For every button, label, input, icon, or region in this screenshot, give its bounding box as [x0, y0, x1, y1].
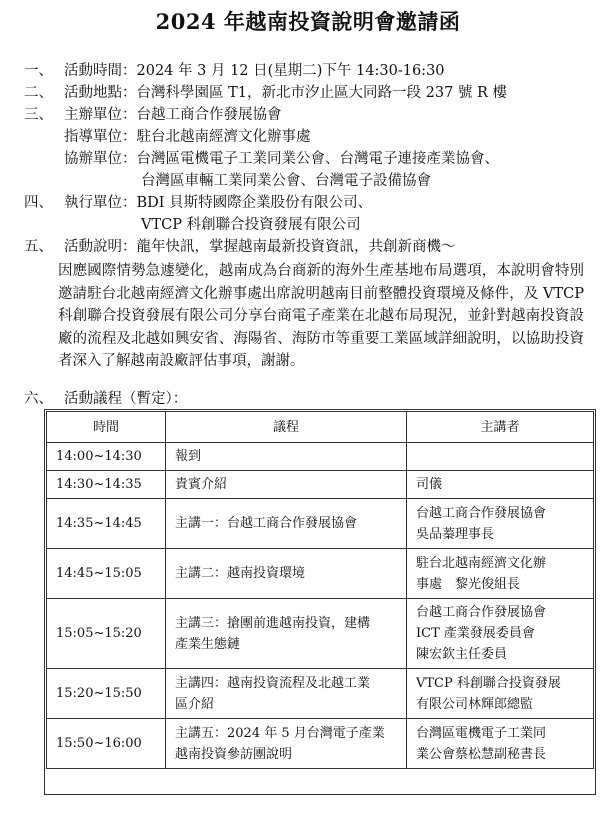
cell-speaker: VTCP 科創聯合投資發展 有限公司林輝郎總監	[407, 669, 594, 719]
item-value: 龍年快訊，掌握越南最新投資資訊，共創新商機～	[136, 239, 456, 255]
cell-time: 14:35~14:45	[47, 499, 166, 549]
cell-speaker: 台越工商合作發展協會 吳品蓁理事長	[407, 499, 594, 549]
table-row	[47, 599, 594, 669]
item-value: 台越工商合作發展協會	[136, 107, 282, 123]
item-value: 2024 年 3 月 12 日(星期二)下午 14:30-16:30	[136, 63, 445, 79]
item-label: 活動說明：	[64, 239, 137, 255]
item-label: 指導單位：	[64, 129, 137, 145]
cell-speaker	[407, 443, 594, 471]
cell-time: 14:45~15:05	[47, 549, 166, 599]
page-title: 2024 年越南投資說明會邀請函	[155, 9, 461, 34]
cell-time: 15:50~16:00	[47, 719, 166, 769]
cell-topic: 主講五：2024 年 5 月台灣電子產業 越南投資參訪團說明	[166, 719, 407, 769]
header-topic: 議程	[166, 412, 407, 443]
info-line-executor	[24, 193, 372, 213]
item-value: 台灣區電機電子工業同業公會、台灣電子連接產業協會、	[136, 151, 499, 167]
item-label: 活動時間：	[64, 63, 137, 79]
cell-time: 15:05~15:20	[47, 599, 166, 669]
item-number: 一、	[24, 63, 53, 79]
item-value: 駐台北越南經濟文化辦事處	[136, 129, 311, 145]
item-label: 活動議程（暫定）：	[64, 391, 188, 407]
description-paragraph: 因應國際情勢急遽變化，越南成為台商新的海外生產基地布局選項，本說明會特別邀請駐台北越南經濟文化辦事處出席說明越南目前整體投資環境及條件，及 VTCP 科創聯合投資發展有限公司分享台商電子產業在北越布局現況，並針對越南投資設廠的流程及北越如興安省、海陽省、海防市等重要工業區域詳細說明，以協助投資者深入了解越南設廠評估事項，謝謝。	[58, 263, 584, 369]
table-row	[47, 549, 594, 599]
item-number: 二、	[24, 85, 53, 101]
cell-time: 14:30~14:35	[47, 471, 166, 499]
info-line-agenda	[24, 389, 187, 409]
info-line-description	[24, 237, 456, 257]
item-value: BDI 貝斯特國際企業股份有限公司、	[136, 195, 373, 211]
cell-speaker: 台灣區電機電子工業同 業公會蔡松慧副秘書長	[407, 719, 594, 769]
cell-topic: 報到	[166, 443, 407, 471]
cell-speaker: 台越工商合作發展協會 ICT 產業發展委員會 陳宏欽主任委員	[407, 599, 594, 669]
info-line-guidance	[64, 127, 311, 147]
cell-topic: 主講一：台越工商合作發展協會	[166, 499, 407, 549]
cell-speaker: 駐台北越南經濟文化辦 事處 黎光俊組長	[407, 549, 594, 599]
agenda-body	[47, 443, 594, 769]
info-line-venue	[24, 83, 507, 103]
item-number: 三、	[24, 107, 53, 123]
table-row	[47, 499, 594, 549]
cell-time: 15:20~15:50	[47, 669, 166, 719]
cell-speaker: 司儀	[407, 471, 594, 499]
info-line-executor-cont: VTCP 科創聯合投資發展有限公司	[141, 217, 361, 233]
info-line-organizer	[24, 105, 282, 125]
agenda-table	[46, 411, 594, 769]
info-line-co-organizer-cont: 台灣區車輛工業同業公會、台灣電子設備協會	[141, 173, 431, 189]
table-header-row	[47, 412, 594, 443]
item-number: 五、	[24, 239, 53, 255]
item-label: 協辦單位：	[64, 151, 137, 167]
item-label: 執行單位：	[64, 195, 137, 211]
info-line-time	[24, 61, 445, 81]
item-label: 活動地點：	[64, 85, 137, 101]
table-row	[47, 471, 594, 499]
table-row	[47, 443, 594, 471]
cell-time: 14:00~14:30	[47, 443, 166, 471]
table-row	[47, 719, 594, 769]
item-value: 台灣科學園區 T1，新北市汐止區大同路一段 237 號 R 樓	[136, 85, 508, 101]
header-time: 時間	[47, 412, 166, 443]
cell-topic: 主講二：越南投資環境	[166, 549, 407, 599]
item-number: 六、	[24, 391, 53, 407]
info-line-co-organizer	[64, 149, 499, 169]
table-row	[47, 669, 594, 719]
item-number: 四、	[24, 195, 53, 211]
cell-topic: 貴賓介紹	[166, 471, 407, 499]
cell-topic: 主講四：越南投資流程及北越工業 區介紹	[166, 669, 407, 719]
item-label: 主辦單位：	[64, 107, 137, 123]
header-speaker: 主講者	[407, 412, 594, 443]
cell-topic: 主講三：搶團前進越南投資，建構 產業生態鏈	[166, 599, 407, 669]
